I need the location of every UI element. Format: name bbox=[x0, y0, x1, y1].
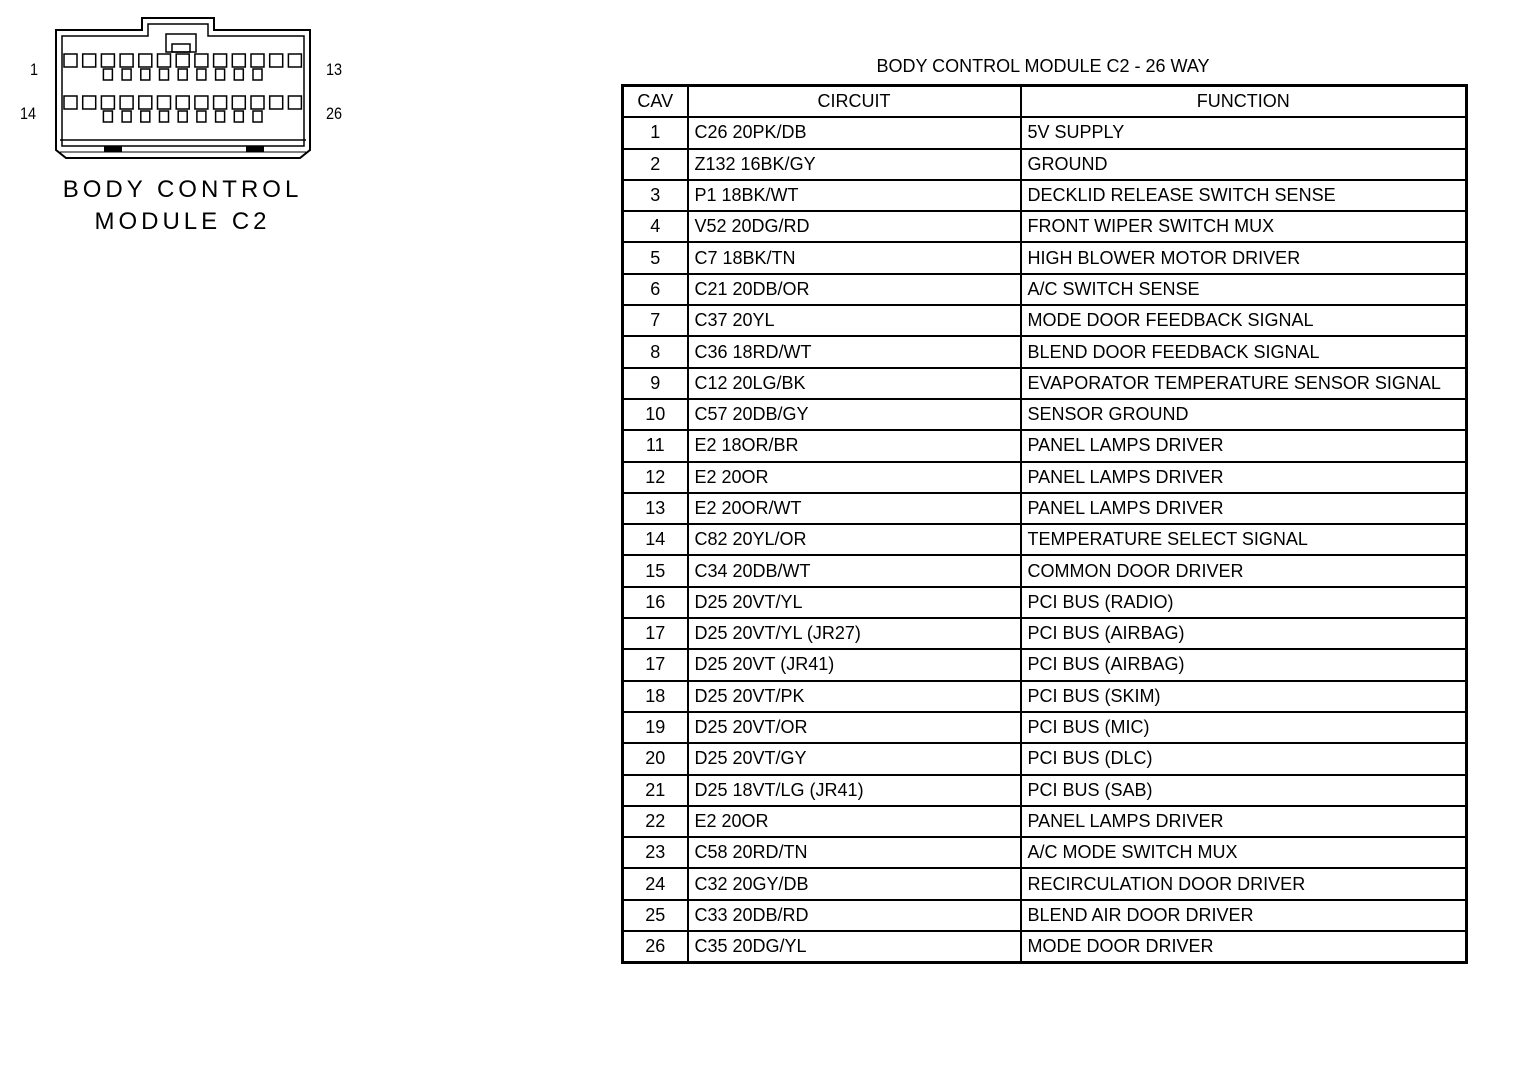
pin-label-1: 1 bbox=[30, 60, 39, 79]
circuit-cell: D25 20VT/GY bbox=[688, 743, 1021, 774]
connector-cavity bbox=[232, 96, 245, 109]
terminal-slot bbox=[178, 111, 187, 122]
terminal-slot bbox=[103, 69, 112, 80]
table-row bbox=[623, 399, 1467, 430]
circuit-cell: D25 18VT/LG (JR41) bbox=[688, 775, 1021, 806]
circuit-cell: D25 20VT (JR41) bbox=[688, 649, 1021, 680]
circuit-cell: C21 20DB/OR bbox=[688, 274, 1021, 305]
circuit-cell: C36 18RD/WT bbox=[688, 336, 1021, 367]
cav-cell: 17 bbox=[623, 618, 688, 649]
table-row bbox=[623, 712, 1467, 743]
table-header-row bbox=[623, 86, 1467, 118]
pin-label-26: 26 bbox=[326, 104, 343, 123]
circuit-cell: E2 20OR bbox=[688, 806, 1021, 837]
pinout-table-body bbox=[623, 117, 1467, 963]
terminal-slot bbox=[216, 111, 225, 122]
table-row bbox=[623, 743, 1467, 774]
connector-cavity bbox=[64, 54, 77, 67]
cav-cell: 5 bbox=[623, 242, 688, 273]
cav-cell: 1 bbox=[623, 117, 688, 148]
circuit-cell: D25 20VT/YL bbox=[688, 587, 1021, 618]
table-row bbox=[623, 242, 1467, 273]
connector-cavity bbox=[176, 96, 189, 109]
circuit-cell: C37 20YL bbox=[688, 305, 1021, 336]
cav-cell: 10 bbox=[623, 399, 688, 430]
cav-cell: 25 bbox=[623, 900, 688, 931]
connector-cavity bbox=[251, 54, 264, 67]
cav-cell: 14 bbox=[623, 524, 688, 555]
table-row bbox=[623, 274, 1467, 305]
circuit-cell: Z132 16BK/GY bbox=[688, 149, 1021, 180]
connector-cavity bbox=[158, 54, 171, 67]
function-cell: MODE DOOR DRIVER bbox=[1021, 931, 1467, 963]
function-cell: RECIRCULATION DOOR DRIVER bbox=[1021, 868, 1467, 899]
circuit-cell: E2 20OR bbox=[688, 462, 1021, 493]
function-cell: PANEL LAMPS DRIVER bbox=[1021, 462, 1467, 493]
cav-cell: 23 bbox=[623, 837, 688, 868]
connector-cavity bbox=[139, 96, 152, 109]
circuit-cell: D25 20VT/PK bbox=[688, 681, 1021, 712]
function-cell: PCI BUS (SAB) bbox=[1021, 775, 1467, 806]
function-cell: PCI BUS (SKIM) bbox=[1021, 681, 1467, 712]
circuit-cell: C33 20DB/RD bbox=[688, 900, 1021, 931]
connector-cavity bbox=[158, 96, 171, 109]
function-cell: 5V SUPPLY bbox=[1021, 117, 1467, 148]
cav-cell: 22 bbox=[623, 806, 688, 837]
connector-cavity bbox=[251, 96, 264, 109]
cav-cell: 15 bbox=[623, 555, 688, 586]
terminal-slot bbox=[178, 69, 187, 80]
pin-label-13: 13 bbox=[326, 60, 343, 79]
connector-cavity bbox=[120, 54, 133, 67]
circuit-cell: E2 20OR/WT bbox=[688, 493, 1021, 524]
header-cav: CAV bbox=[623, 86, 688, 118]
function-cell: PANEL LAMPS DRIVER bbox=[1021, 806, 1467, 837]
connector-cavity bbox=[101, 54, 114, 67]
function-cell: SENSOR GROUND bbox=[1021, 399, 1467, 430]
table-row bbox=[623, 117, 1467, 148]
table-row bbox=[623, 524, 1467, 555]
connector-cavity bbox=[120, 96, 133, 109]
table-row bbox=[623, 868, 1467, 899]
terminal-slot bbox=[197, 69, 206, 80]
connector-title-line2: MODULE C2 bbox=[94, 208, 271, 235]
connector-cavity bbox=[214, 54, 227, 67]
circuit-cell: P1 18BK/WT bbox=[688, 180, 1021, 211]
connector-cavity bbox=[288, 54, 301, 67]
terminal-slot bbox=[160, 111, 169, 122]
connector-cavities bbox=[64, 54, 301, 122]
circuit-cell: C12 20LG/BK bbox=[688, 368, 1021, 399]
table-row bbox=[623, 211, 1467, 242]
pinout-table bbox=[621, 84, 1468, 964]
connector-cavity bbox=[270, 54, 283, 67]
function-cell: PCI BUS (DLC) bbox=[1021, 743, 1467, 774]
connector-title-line1: BODY CONTROL bbox=[62, 176, 303, 203]
pin-label-14: 14 bbox=[20, 104, 37, 123]
function-cell: GROUND bbox=[1021, 149, 1467, 180]
circuit-cell: C32 20GY/DB bbox=[688, 868, 1021, 899]
circuit-cell: C26 20PK/DB bbox=[688, 117, 1021, 148]
terminal-slot bbox=[197, 111, 206, 122]
circuit-cell: D25 20VT/OR bbox=[688, 712, 1021, 743]
circuit-cell: C35 20DG/YL bbox=[688, 931, 1021, 963]
terminal-slot bbox=[253, 69, 262, 80]
function-cell: HIGH BLOWER MOTOR DRIVER bbox=[1021, 242, 1467, 273]
circuit-cell: C57 20DB/GY bbox=[688, 399, 1021, 430]
terminal-slot bbox=[122, 111, 131, 122]
circuit-cell: D25 20VT/YL (JR27) bbox=[688, 618, 1021, 649]
function-cell: PANEL LAMPS DRIVER bbox=[1021, 430, 1467, 461]
terminal-slot bbox=[234, 69, 243, 80]
terminal-slot bbox=[253, 111, 262, 122]
circuit-cell: C58 20RD/TN bbox=[688, 837, 1021, 868]
cav-cell: 21 bbox=[623, 775, 688, 806]
cav-cell: 13 bbox=[623, 493, 688, 524]
function-cell: A/C SWITCH SENSE bbox=[1021, 274, 1467, 305]
connector-cavity bbox=[195, 96, 208, 109]
table-row bbox=[623, 900, 1467, 931]
terminal-slot bbox=[160, 69, 169, 80]
function-cell: FRONT WIPER SWITCH MUX bbox=[1021, 211, 1467, 242]
function-cell: PCI BUS (MIC) bbox=[1021, 712, 1467, 743]
cav-cell: 6 bbox=[623, 274, 688, 305]
connector-cavity bbox=[64, 96, 77, 109]
header-circuit: CIRCUIT bbox=[688, 86, 1021, 118]
table-row bbox=[623, 837, 1467, 868]
table-row bbox=[623, 305, 1467, 336]
circuit-cell: C82 20YL/OR bbox=[688, 524, 1021, 555]
table-row bbox=[623, 681, 1467, 712]
table-row bbox=[623, 649, 1467, 680]
table-row bbox=[623, 462, 1467, 493]
table-row bbox=[623, 587, 1467, 618]
cav-cell: 16 bbox=[623, 587, 688, 618]
cav-cell: 11 bbox=[623, 430, 688, 461]
connector-cavity bbox=[83, 96, 96, 109]
table-row bbox=[623, 931, 1467, 963]
table-row bbox=[623, 618, 1467, 649]
circuit-cell: E2 18OR/BR bbox=[688, 430, 1021, 461]
connector-cavity bbox=[139, 54, 152, 67]
connector-cavity bbox=[83, 54, 96, 67]
terminal-slot bbox=[234, 111, 243, 122]
table-row bbox=[623, 368, 1467, 399]
cav-cell: 20 bbox=[623, 743, 688, 774]
function-cell: BLEND DOOR FEEDBACK SIGNAL bbox=[1021, 336, 1467, 367]
connector-cavity bbox=[232, 54, 245, 67]
table-row bbox=[623, 493, 1467, 524]
cav-cell: 12 bbox=[623, 462, 688, 493]
function-cell: BLEND AIR DOOR DRIVER bbox=[1021, 900, 1467, 931]
cav-cell: 2 bbox=[623, 149, 688, 180]
function-cell: COMMON DOOR DRIVER bbox=[1021, 555, 1467, 586]
cav-cell: 18 bbox=[623, 681, 688, 712]
circuit-cell: C7 18BK/TN bbox=[688, 242, 1021, 273]
function-cell: PCI BUS (AIRBAG) bbox=[1021, 649, 1467, 680]
table-row bbox=[623, 430, 1467, 461]
function-cell: TEMPERATURE SELECT SIGNAL bbox=[1021, 524, 1467, 555]
function-cell: PCI BUS (AIRBAG) bbox=[1021, 618, 1467, 649]
table-row bbox=[623, 180, 1467, 211]
connector-cavity bbox=[176, 54, 189, 67]
cav-cell: 17 bbox=[623, 649, 688, 680]
table-row bbox=[623, 149, 1467, 180]
function-cell: PANEL LAMPS DRIVER bbox=[1021, 493, 1467, 524]
connector-cavity bbox=[101, 96, 114, 109]
terminal-slot bbox=[216, 69, 225, 80]
header-function: FUNCTION bbox=[1021, 86, 1467, 118]
table-row bbox=[623, 336, 1467, 367]
cav-cell: 9 bbox=[623, 368, 688, 399]
connector-latch bbox=[166, 34, 196, 52]
circuit-cell: V52 20DG/RD bbox=[688, 211, 1021, 242]
table-title: BODY CONTROL MODULE C2 - 26 WAY bbox=[876, 56, 1210, 76]
function-cell: MODE DOOR FEEDBACK SIGNAL bbox=[1021, 305, 1467, 336]
function-cell: PCI BUS (RADIO) bbox=[1021, 587, 1467, 618]
terminal-slot bbox=[141, 69, 150, 80]
connector-cavity bbox=[214, 96, 227, 109]
function-cell: A/C MODE SWITCH MUX bbox=[1021, 837, 1467, 868]
connector-cavity bbox=[288, 96, 301, 109]
table-row bbox=[623, 555, 1467, 586]
cav-cell: 26 bbox=[623, 931, 688, 963]
terminal-slot bbox=[103, 111, 112, 122]
function-cell: DECKLID RELEASE SWITCH SENSE bbox=[1021, 180, 1467, 211]
cav-cell: 8 bbox=[623, 336, 688, 367]
terminal-slot bbox=[141, 111, 150, 122]
cav-cell: 3 bbox=[623, 180, 688, 211]
table-row bbox=[623, 775, 1467, 806]
circuit-cell: C34 20DB/WT bbox=[688, 555, 1021, 586]
cav-cell: 4 bbox=[623, 211, 688, 242]
terminal-slot bbox=[122, 69, 131, 80]
cav-cell: 7 bbox=[623, 305, 688, 336]
table-row bbox=[623, 806, 1467, 837]
connector-cavity bbox=[195, 54, 208, 67]
function-cell: EVAPORATOR TEMPERATURE SENSOR SIGNAL bbox=[1021, 368, 1467, 399]
connector-cavity bbox=[270, 96, 283, 109]
connector-housing bbox=[56, 18, 310, 158]
cav-cell: 19 bbox=[623, 712, 688, 743]
cav-cell: 24 bbox=[623, 868, 688, 899]
